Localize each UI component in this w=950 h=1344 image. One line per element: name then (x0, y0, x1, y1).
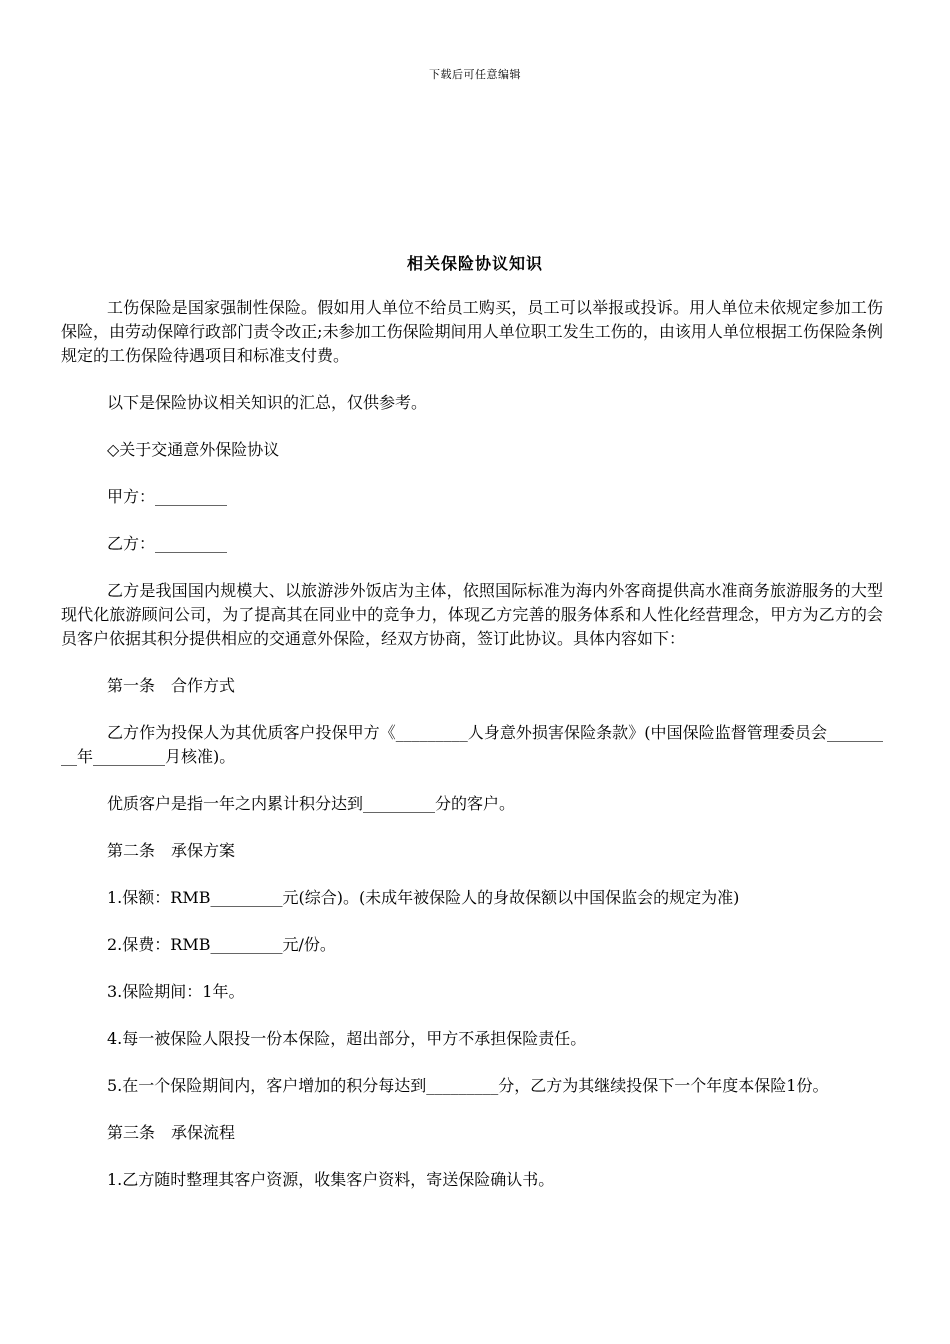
article-3-heading: 第三条 承保流程 (107, 1123, 236, 1142)
article-2-item-2: 2.保费：RMB_________元/份。 (107, 935, 336, 954)
document-body (61, 296, 883, 1215)
article-1-clause-insured: 乙方作为投保人为其优质客户投保甲方《_________人身意外损害保险条款》(中国保险监督管理委员会_________年_________月核准)。 (61, 723, 883, 766)
article-2-item-1: 1.保额：RMB_________元(综合)。(未成年被保险人的身故保额以中国保监会的规定为准) (107, 888, 740, 907)
article-1-clause-premium-customer: 优质客户是指一年之内累计积分达到_________分的客户。 (107, 794, 516, 813)
section-heading-traffic-accident: ◇关于交通意外保险协议 (107, 440, 280, 459)
page-header-note: 下载后可任意编辑 (429, 68, 521, 81)
article-2-item-3: 3.保险期间：1年。 (107, 982, 245, 1001)
article-2-item-4: 4.每一被保险人限投一份本保险，超出部分，甲方不承担保险责任。 (107, 1029, 587, 1048)
article-2-heading: 第二条 承保方案 (107, 841, 236, 860)
article-3-item-1: 1.乙方随时整理其客户资源，收集客户资料，寄送保险确认书。 (107, 1170, 555, 1189)
document-title: 相关保险协议知识 (406, 254, 543, 273)
article-2-item-5: 5.在一个保险期间内，客户增加的积分每达到_________分，乙方为其继续投保下一个年度本保险1份。 (107, 1076, 829, 1095)
article-1-heading: 第一条 合作方式 (107, 676, 236, 695)
paragraph-summary-intro: 以下是保险协议相关知识的汇总，仅供参考。 (107, 393, 428, 412)
paragraph-work-injury: 工伤保险是国家强制性保险。假如用人单位不给员工购买，员工可以举报或投诉。用人单位未依规定参加工伤保险，由劳动保障行政部门责令改正;未参加工伤保险期间用人单位职工发生工伤的，由该用人单位根据工伤保险条例规定的工伤保险待遇项目和标准支付费。 (61, 298, 883, 365)
paragraph-background: 乙方是我国国内规模大、以旅游涉外饭店为主体，依照国际标准为海内外客商提供高水准商务旅游服务的大型现代化旅游顾问公司，为了提高其在同业中的竞争力，体现乙方完善的服务体系和人性化经营理念，甲方为乙方的会员客户依据其积分提供相应的交通意外保险，经双方协商，签订此协议。具体内容如下： (61, 581, 883, 648)
party-b-line: 乙方：_________ (107, 534, 228, 553)
party-a-line: 甲方：_________ (107, 487, 228, 506)
